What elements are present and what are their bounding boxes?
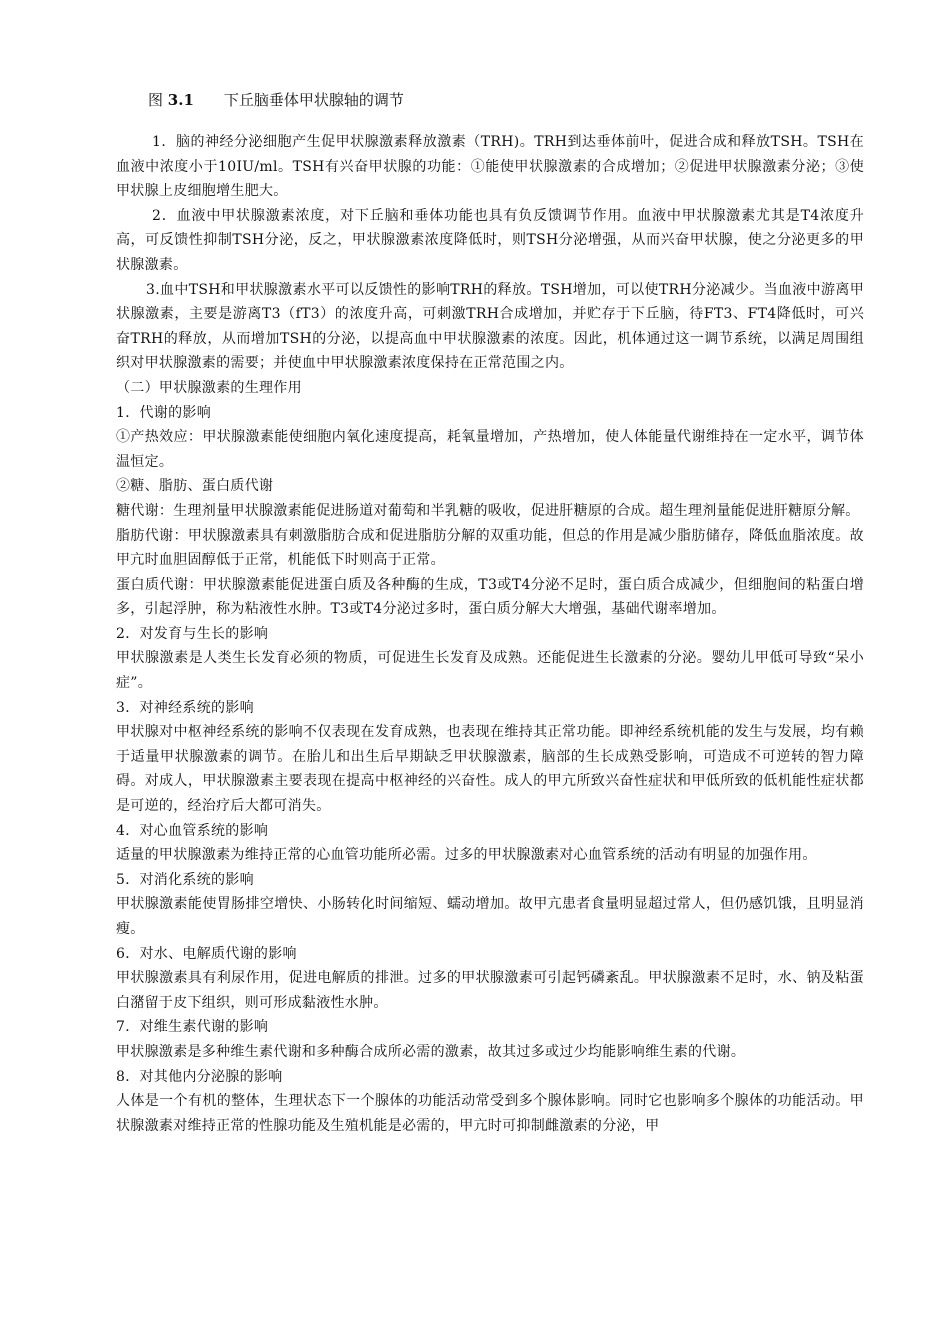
paragraph: 甲状腺激素能使胃肠排空增快、小肠转化时间缩短、蠕动增加。故甲亢患者食量明显超过常人，但仍感饥饿，且明显消瘦。 [116, 896, 864, 937]
paragraph: 糖代谢：生理剂量甲状腺激素能促进肠道对葡萄和半乳糖的吸收，促进肝糖原的合成。超生理剂量能促进肝糖原分解。 [116, 502, 860, 519]
section-heading: 6．对水、电解质代谢的影响 [116, 945, 297, 962]
section-heading: 8．对其他内分泌腺的影响 [116, 1068, 283, 1085]
figure-label: 图 3.1 [148, 91, 194, 109]
section-heading: 5．对消化系统的影响 [116, 871, 254, 888]
paragraph: 3.血中TSH和甲状腺激素水平可以反馈性的影响TRH的释放。TSH增加，可以使TRH分泌减少。当血液中游离甲状腺激素，主要是游离T3（fT3）的浓度升高，可刺激TRH合成增加，并贮存于下丘脑，待FT3、FT4降低时，可兴奋TRH的释放，从而增加TSH的分泌，以提高血中甲状腺激素的浓度。因此，机体通过这一调节系统，以满足周围组织对甲状腺激素的需要；并使血中甲状腺激素浓度保持在正常范围之内。 [116, 281, 864, 372]
figure-number: 3.1 [167, 91, 194, 109]
paragraph: 脂肪代谢：甲状腺激素具有刺激脂肪合成和促进脂肪分解的双重功能，但总的作用是减少脂肪储存，降低血脂浓度。故甲亢时血胆固醇低于正常，机能低下时则高于正常。 [116, 527, 864, 569]
section-heading: 7．对维生素代谢的影响 [116, 1019, 269, 1036]
section-heading: 1．代谢的影响 [116, 404, 212, 421]
section-heading: ②糖、脂肪、蛋白质代谢 [116, 478, 274, 495]
document-page [116, 88, 864, 1138]
section-heading: 4．对心血管系统的影响 [116, 822, 269, 839]
section-heading: 2．对发育与生长的影响 [116, 625, 269, 642]
section-heading: 3．对神经系统的影响 [116, 699, 254, 716]
figure-caption-text: 下丘脑垂体甲状腺轴的调节 [223, 91, 404, 109]
paragraph: 2．血液中甲状腺激素浓度，对下丘脑和垂体功能也具有负反馈调节作用。血液中甲状腺激素尤其是T4浓度升高，可反馈性抑制TSH分泌，反之，甲状腺激素浓度降低时，则TSH分泌增强，从而兴奋甲状腺，使之分泌更多的甲状腺激素。 [116, 207, 864, 273]
body-text [116, 130, 864, 1138]
paragraph: 蛋白质代谢：甲状腺激素能促进蛋白质及各种酶的生成，T3或T4分泌不足时，蛋白质合成减少，但细胞间的粘蛋白增多，引起浮肿，称为粘液性水肿。T3或T4分泌过多时，蛋白质分解大大增强，基础代谢率增加。 [116, 576, 864, 618]
paragraph: ①产热效应：甲状腺激素能使细胞内氧化速度提高，耗氧量增加，产热增加，使人体能量代谢维持在一定水平，调节体温恒定。 [116, 429, 864, 470]
paragraph: 1．脑的神经分泌细胞产生促甲状腺激素释放激素（TRH)。TRH到达垂体前叶，促进合成和释放TSH。TSH在血液中浓度小于10IU/ml。TSH有兴奋甲状腺的功能：①能使甲状腺激素的合成增加；②促进甲状腺激素分泌；③使甲状腺上皮细胞增生肥大。 [116, 134, 864, 200]
paragraph: 甲状腺对中枢神经系统的影响不仅表现在发育成熟，也表现在维持其正常功能。即神经系统机能的发生与发展，均有赖于适量甲状腺激素的调节。在胎儿和出生后早期缺乏甲状腺激素，脑部的生长成熟受影响，可造成不可逆转的智力障碍。对成人，甲状腺激素主要表现在提高中枢神经的兴奋性。成人的甲亢所致兴奋性症状和甲低所致的低机能性症状都是可逆的，经治疗后大都可消失。 [116, 724, 864, 815]
paragraph: 甲状腺激素具有利尿作用，促进电解质的排泄。过多的甲状腺激素可引起钙磷紊乱。甲状腺激素不足时，水、钠及粘蛋白潴留于皮下组织，则可形成黏液性水肿。 [116, 970, 864, 1011]
section-heading: （二）甲状腺激素的生理作用 [116, 379, 302, 396]
paragraph: 适量的甲状腺激素为维持正常的心血管功能所必需。过多的甲状腺激素对心血管系统的活动有明显的加强作用。 [116, 847, 817, 864]
paragraph: 甲状腺激素是多种维生素代谢和多种酶合成所必需的激素，故其过多或过少均能影响维生素的代谢。 [116, 1043, 746, 1060]
figure-caption [148, 88, 864, 112]
paragraph: 甲状腺激素是人类生长发育必须的物质，可促进生长发育及成熟。还能促进生长激素的分泌。婴幼儿甲低可导致“呆小症”。 [116, 650, 864, 692]
paragraph: 人体是一个有机的整体，生理状态下一个腺体的功能活动常受到多个腺体影响。同时它也影响多个腺体的功能活动。甲状腺激素对维持正常的性腺功能及生殖机能是必需的，甲亢时可抑制雌激素的分泌，甲 [116, 1093, 864, 1134]
